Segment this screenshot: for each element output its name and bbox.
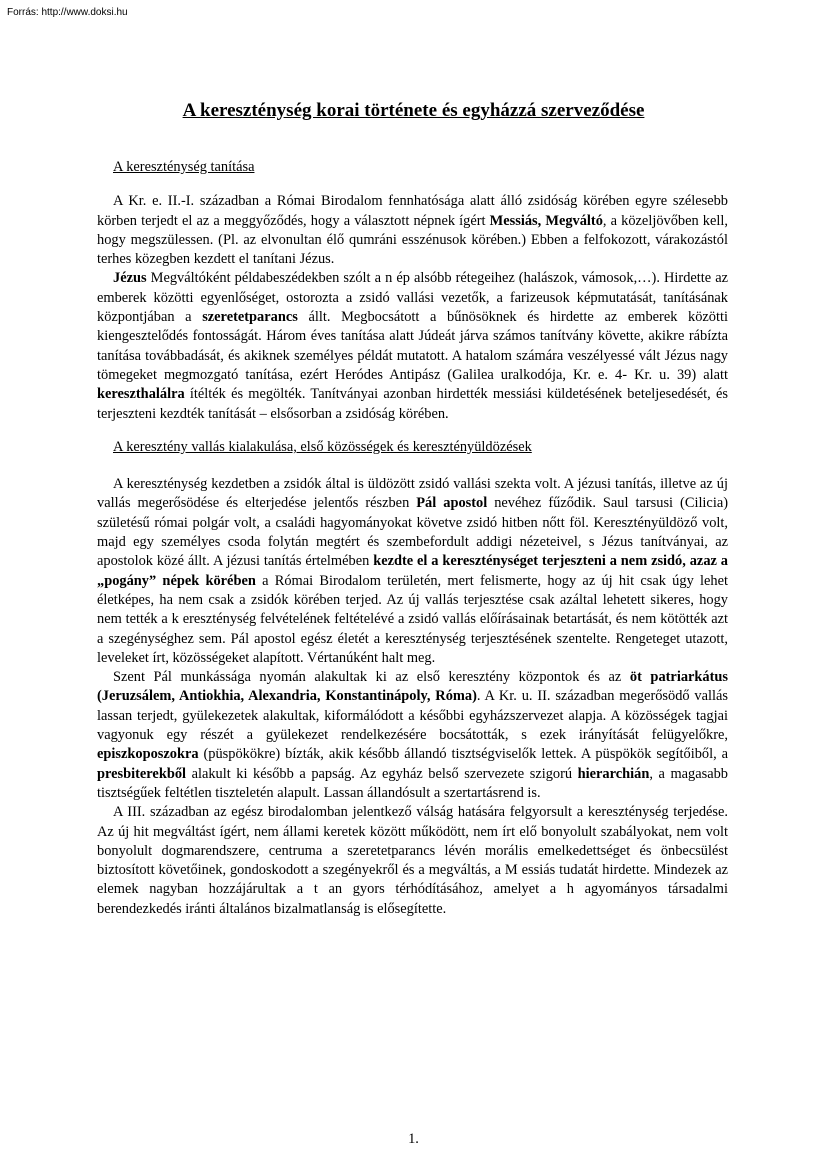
page-number: 1. [408,1131,419,1147]
paragraph: A Kr. e. II.-I. században a Római Birodalom fennhatósága alatt álló zsidóság körében egyre szélesebb körben terjedt el az a meggyőződés, hogy a választott népnek ígért Messiás, Megváltó, a közeljövőben kell, hogy megszülessen. (Pl. az elvonultan élő qumráni esszénusok körében.) Ebben a felfokozott, várakozástól terhes közegben kezdett el tanítani Jézus. [97,193,728,268]
document-body [97,158,728,919]
paragraph: A kereszténység kezdetben a zsidók által is üldözött zsidó vallási szekta volt. A jézusi tanítás, illetve az új vallás megerősödése és elterjedése jelentős részben Pál apostol nevéhez fűződik. Saul tarsusi (Cilicia) születésű római polgár volt, a családi hagyományokat követve zsidó hitben nőtt föl. Keresztényüldöző volt, majd egy személyes csoda folytán megtért és szembefordult addigi nézeteivel, s Jézus tanítványai, az apostolok közé állt. A jézusi tanítás értelmében kezdte el a kereszténységet terjeszteni a nem zsidó, azaz a „pogány” népek körében a Római Birodalom területén, mert felismerte, hogy az új hit csak úgy lehet életképes, ha nem csak a zsidók körében terjed. Az új vallás terjesztése csak azáltal lehetett sikeres, hogy nem tették a k ereszténység felvételének feltételévé a zsidó vallás előírásainak betartását, és nem kötötték azt a szegénységhez sem. Pál apostol egész életét a kereszténység terjesztésének szentelte. Rengeteget utazott, leveleket írt, közösségeket alapított. Vértanúként halt meg. [97,476,728,666]
source-label: Forrás: http://www.doksi.hu [7,7,128,18]
page-title: A kereszténység korai története és egyházzá szerveződése [182,100,645,121]
section-heading-teaching: A kereszténység tanítása [113,159,255,175]
paragraph: Jézus Megváltóként példabeszédekben szólt a n ép alsóbb rétegeihez (halászok, vámosok,…). Hirdette az emberek közötti egyenlőséget, ostorozta a zsidó vallási vezetők, a farizeusok képmutatását, tanításának központjában a szeretetparancs állt. Megbocsátott a bűnösöknek és hirdette az emberek közötti kiengesztelődés fontosságát. Három éves tanítása alatt Júdeát járva számos tanítvány követte, akikre rábízta tanítása továbbadását, és akiknek személyes példát mutatott. A hatalom számára veszélyessé vált Jézus nagy tömegeket megmozgató tanítása, ezért Heródes Antipász (Galilea uralkodója, Kr. e. 4- Kr. u. 39) alatt kereszthalálra ítélték és megölték. Tanítványai azonban hirdették messiási küldetésének beteljesedését, és terjeszteni kezdték tanítását – elsősorban a zsidóság körében. [97,270,728,422]
section-heading-early-communities: A keresztény vallás kialakulása, első közösségek és keresztényüldözések [113,438,532,455]
paragraph: A III. században az egész birodalomban jelentkező válság hatására felgyorsult a kereszténység terjedése. Az új hit megváltást ígért, nem állami keretek között működött, nem írt elő bonyolult szabályokat, nem volt bonyolult dogmarendszere, centruma a szeretetparancs lévén morális emelkedettséget és önbecsülést biztosított követőinek, gondoskodott a szegényekről és a megváltás, a M essiás tudatát hirdette. Mindezek az elemek nagyban hozzájárultak a t an gyors térhódításához, amelyet a h agyományos társadalmi berendezkedés iránti általános bizalmatlanság is elősegítette. [97,804,728,917]
paragraph: Szent Pál munkássága nyomán alakultak ki az első keresztény központok és az öt patriarkátus (Jeruzsálem, Antiokhia, Alexandria, Konstantinápoly, Róma). A Kr. u. II. században megerősödő vallás lassan terjedt, gyülekezetek alakultak, kiformálódott a későbbi egyházszervezet alapja. A közösségek tagjai vagyonuk egy részét a gyülekezet rendelkezésére bocsátották, s ezek irányítását felügyelőkre, episzkoposzokra (püspökökre) bízták, akik később állandó tisztségviselők lettek. A püspökök segítőiből, a presbiterekből alakult ki később a papság. Az egyház belső szervezete szigorú hierarchián, a magasabb tisztségűek feltétlen tiszteletén alapult. Lassan állandósult a szertartásrend is. [97,669,728,801]
